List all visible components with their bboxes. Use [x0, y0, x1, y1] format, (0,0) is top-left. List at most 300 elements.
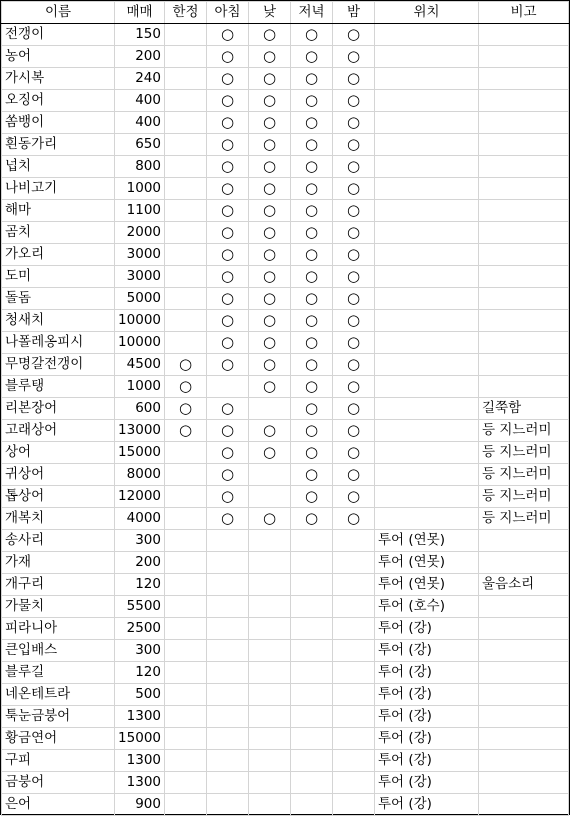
cell-night[interactable]	[333, 530, 375, 552]
cell-morning[interactable]: ○	[207, 244, 249, 266]
cell-night[interactable]	[333, 728, 375, 750]
cell-limited[interactable]	[165, 640, 207, 662]
cell-name[interactable]: 나비고기	[2, 178, 115, 200]
cell-name[interactable]: 금붕어	[2, 772, 115, 794]
cell-name[interactable]: 큰입배스	[2, 640, 115, 662]
cell-evening[interactable]	[291, 772, 333, 794]
cell-night[interactable]: ○	[333, 68, 375, 90]
cell-note[interactable]	[479, 640, 569, 662]
cell-note[interactable]	[479, 112, 569, 134]
cell-price[interactable]: 2500	[115, 618, 165, 640]
cell-morning[interactable]: ○	[207, 134, 249, 156]
cell-evening[interactable]: ○	[291, 376, 333, 398]
cell-limited[interactable]	[165, 244, 207, 266]
cell-price[interactable]: 1300	[115, 750, 165, 772]
cell-name[interactable]: 오징어	[2, 90, 115, 112]
cell-location[interactable]: 투어 (강)	[375, 750, 479, 772]
cell-price[interactable]: 5000	[115, 288, 165, 310]
cell-evening[interactable]	[291, 530, 333, 552]
cell-night[interactable]: ○	[333, 266, 375, 288]
cell-night[interactable]	[333, 662, 375, 684]
cell-evening[interactable]	[291, 794, 333, 816]
cell-price[interactable]: 3000	[115, 266, 165, 288]
cell-day[interactable]: ○	[249, 332, 291, 354]
cell-night[interactable]: ○	[333, 376, 375, 398]
cell-note[interactable]	[479, 68, 569, 90]
cell-price[interactable]: 4500	[115, 354, 165, 376]
cell-day[interactable]: ○	[249, 178, 291, 200]
cell-note[interactable]	[479, 706, 569, 728]
cell-note[interactable]	[479, 354, 569, 376]
cell-day[interactable]: ○	[249, 222, 291, 244]
cell-price[interactable]: 600	[115, 398, 165, 420]
cell-day[interactable]: ○	[249, 442, 291, 464]
cell-name[interactable]: 무명갈전갱이	[2, 354, 115, 376]
cell-limited[interactable]	[165, 90, 207, 112]
cell-limited[interactable]	[165, 310, 207, 332]
cell-day[interactable]: ○	[249, 90, 291, 112]
cell-evening[interactable]: ○	[291, 222, 333, 244]
cell-day[interactable]: ○	[249, 24, 291, 46]
cell-morning[interactable]: ○	[207, 354, 249, 376]
cell-location[interactable]: 투어 (연못)	[375, 552, 479, 574]
cell-night[interactable]: ○	[333, 178, 375, 200]
cell-name[interactable]: 해마	[2, 200, 115, 222]
cell-name[interactable]: 상어	[2, 442, 115, 464]
cell-note[interactable]: 등 지느러미	[479, 464, 569, 486]
cell-morning[interactable]: ○	[207, 24, 249, 46]
cell-night[interactable]: ○	[333, 90, 375, 112]
cell-day[interactable]: ○	[249, 200, 291, 222]
cell-evening[interactable]: ○	[291, 420, 333, 442]
cell-morning[interactable]	[207, 530, 249, 552]
cell-morning[interactable]	[207, 706, 249, 728]
cell-evening[interactable]: ○	[291, 178, 333, 200]
cell-day[interactable]	[249, 530, 291, 552]
cell-morning[interactable]: ○	[207, 178, 249, 200]
cell-evening[interactable]: ○	[291, 200, 333, 222]
cell-day[interactable]	[249, 486, 291, 508]
cell-night[interactable]: ○	[333, 420, 375, 442]
cell-night[interactable]: ○	[333, 24, 375, 46]
cell-evening[interactable]: ○	[291, 354, 333, 376]
cell-day[interactable]	[249, 640, 291, 662]
cell-price[interactable]: 400	[115, 112, 165, 134]
cell-evening[interactable]: ○	[291, 508, 333, 530]
cell-note[interactable]	[479, 134, 569, 156]
cell-limited[interactable]	[165, 706, 207, 728]
cell-day[interactable]	[249, 398, 291, 420]
cell-limited[interactable]	[165, 178, 207, 200]
cell-note[interactable]	[479, 596, 569, 618]
cell-note[interactable]	[479, 156, 569, 178]
header-evening[interactable]: 저녁	[291, 2, 333, 24]
cell-night[interactable]: ○	[333, 244, 375, 266]
cell-note[interactable]	[479, 530, 569, 552]
cell-name[interactable]: 황금연어	[2, 728, 115, 750]
cell-location[interactable]	[375, 266, 479, 288]
cell-location[interactable]	[375, 222, 479, 244]
cell-limited[interactable]	[165, 552, 207, 574]
cell-name[interactable]: 구피	[2, 750, 115, 772]
cell-note[interactable]	[479, 24, 569, 46]
cell-location[interactable]	[375, 112, 479, 134]
cell-name[interactable]: 송사리	[2, 530, 115, 552]
cell-name[interactable]: 가재	[2, 552, 115, 574]
cell-price[interactable]: 300	[115, 640, 165, 662]
cell-note[interactable]	[479, 728, 569, 750]
cell-location[interactable]	[375, 332, 479, 354]
cell-note[interactable]	[479, 46, 569, 68]
cell-day[interactable]	[249, 794, 291, 816]
cell-day[interactable]: ○	[249, 156, 291, 178]
cell-day[interactable]	[249, 684, 291, 706]
cell-day[interactable]	[249, 750, 291, 772]
cell-day[interactable]	[249, 596, 291, 618]
cell-evening[interactable]: ○	[291, 464, 333, 486]
cell-morning[interactable]: ○	[207, 288, 249, 310]
cell-location[interactable]	[375, 46, 479, 68]
cell-evening[interactable]	[291, 574, 333, 596]
cell-name[interactable]: 넙치	[2, 156, 115, 178]
cell-night[interactable]	[333, 618, 375, 640]
cell-morning[interactable]	[207, 552, 249, 574]
cell-evening[interactable]: ○	[291, 134, 333, 156]
cell-evening[interactable]: ○	[291, 266, 333, 288]
cell-morning[interactable]: ○	[207, 508, 249, 530]
cell-night[interactable]: ○	[333, 354, 375, 376]
cell-limited[interactable]	[165, 596, 207, 618]
cell-location[interactable]	[375, 68, 479, 90]
cell-note[interactable]	[479, 222, 569, 244]
header-day[interactable]: 낮	[249, 2, 291, 24]
cell-morning[interactable]	[207, 728, 249, 750]
cell-note[interactable]	[479, 266, 569, 288]
cell-day[interactable]	[249, 552, 291, 574]
cell-price[interactable]: 10000	[115, 332, 165, 354]
cell-note[interactable]: 울음소리	[479, 574, 569, 596]
cell-limited[interactable]	[165, 442, 207, 464]
cell-name[interactable]: 가시복	[2, 68, 115, 90]
cell-evening[interactable]	[291, 618, 333, 640]
cell-morning[interactable]: ○	[207, 46, 249, 68]
cell-limited[interactable]	[165, 530, 207, 552]
cell-price[interactable]: 400	[115, 90, 165, 112]
cell-limited[interactable]	[165, 772, 207, 794]
cell-morning[interactable]: ○	[207, 222, 249, 244]
cell-day[interactable]: ○	[249, 376, 291, 398]
cell-location[interactable]	[375, 90, 479, 112]
cell-name[interactable]: 개복치	[2, 508, 115, 530]
cell-evening[interactable]	[291, 662, 333, 684]
cell-morning[interactable]: ○	[207, 200, 249, 222]
cell-morning[interactable]	[207, 640, 249, 662]
cell-location[interactable]	[375, 178, 479, 200]
cell-price[interactable]: 4000	[115, 508, 165, 530]
cell-note[interactable]	[479, 684, 569, 706]
cell-price[interactable]: 2000	[115, 222, 165, 244]
cell-morning[interactable]: ○	[207, 398, 249, 420]
cell-note[interactable]	[479, 244, 569, 266]
cell-note[interactable]	[479, 750, 569, 772]
header-location[interactable]: 위치	[375, 2, 479, 24]
cell-note[interactable]: 등 지느러미	[479, 442, 569, 464]
cell-day[interactable]: ○	[249, 266, 291, 288]
cell-night[interactable]: ○	[333, 442, 375, 464]
cell-note[interactable]	[479, 662, 569, 684]
cell-location[interactable]	[375, 420, 479, 442]
header-price[interactable]: 매매	[115, 2, 165, 24]
cell-day[interactable]: ○	[249, 46, 291, 68]
header-note[interactable]: 비고	[479, 2, 569, 24]
cell-name[interactable]: 나폴레옹피시	[2, 332, 115, 354]
cell-price[interactable]: 1000	[115, 178, 165, 200]
cell-name[interactable]: 블루탱	[2, 376, 115, 398]
cell-day[interactable]	[249, 618, 291, 640]
cell-evening[interactable]	[291, 728, 333, 750]
cell-night[interactable]: ○	[333, 112, 375, 134]
cell-limited[interactable]: ○	[165, 420, 207, 442]
cell-name[interactable]: 리본장어	[2, 398, 115, 420]
cell-limited[interactable]	[165, 112, 207, 134]
cell-name[interactable]: 도미	[2, 266, 115, 288]
cell-evening[interactable]: ○	[291, 398, 333, 420]
cell-day[interactable]	[249, 574, 291, 596]
cell-note[interactable]: 등 지느러미	[479, 508, 569, 530]
cell-price[interactable]: 120	[115, 662, 165, 684]
cell-morning[interactable]: ○	[207, 486, 249, 508]
cell-limited[interactable]	[165, 266, 207, 288]
cell-location[interactable]: 투어 (호수)	[375, 596, 479, 618]
cell-limited[interactable]	[165, 134, 207, 156]
cell-evening[interactable]: ○	[291, 68, 333, 90]
cell-morning[interactable]: ○	[207, 420, 249, 442]
cell-day[interactable]	[249, 706, 291, 728]
cell-note[interactable]	[479, 552, 569, 574]
cell-limited[interactable]	[165, 200, 207, 222]
cell-day[interactable]: ○	[249, 112, 291, 134]
header-night[interactable]: 밤	[333, 2, 375, 24]
cell-day[interactable]: ○	[249, 354, 291, 376]
cell-morning[interactable]: ○	[207, 112, 249, 134]
cell-location[interactable]: 투어 (연못)	[375, 530, 479, 552]
cell-limited[interactable]	[165, 24, 207, 46]
cell-day[interactable]: ○	[249, 310, 291, 332]
cell-location[interactable]: 투어 (강)	[375, 706, 479, 728]
cell-evening[interactable]: ○	[291, 288, 333, 310]
cell-location[interactable]: 투어 (강)	[375, 618, 479, 640]
cell-evening[interactable]: ○	[291, 46, 333, 68]
cell-night[interactable]: ○	[333, 288, 375, 310]
cell-night[interactable]: ○	[333, 310, 375, 332]
cell-name[interactable]: 톱상어	[2, 486, 115, 508]
cell-night[interactable]: ○	[333, 486, 375, 508]
cell-day[interactable]	[249, 464, 291, 486]
cell-note[interactable]: 등 지느러미	[479, 420, 569, 442]
cell-location[interactable]	[375, 486, 479, 508]
cell-morning[interactable]	[207, 750, 249, 772]
cell-day[interactable]: ○	[249, 508, 291, 530]
cell-morning[interactable]	[207, 596, 249, 618]
cell-location[interactable]	[375, 244, 479, 266]
cell-morning[interactable]: ○	[207, 68, 249, 90]
cell-day[interactable]	[249, 772, 291, 794]
cell-location[interactable]: 투어 (강)	[375, 728, 479, 750]
cell-price[interactable]: 1300	[115, 706, 165, 728]
cell-name[interactable]: 개구리	[2, 574, 115, 596]
header-morning[interactable]: 아침	[207, 2, 249, 24]
cell-morning[interactable]: ○	[207, 310, 249, 332]
cell-morning[interactable]: ○	[207, 90, 249, 112]
cell-night[interactable]	[333, 552, 375, 574]
cell-name[interactable]: 농어	[2, 46, 115, 68]
cell-limited[interactable]	[165, 332, 207, 354]
cell-name[interactable]: 귀상어	[2, 464, 115, 486]
cell-price[interactable]: 240	[115, 68, 165, 90]
cell-night[interactable]	[333, 772, 375, 794]
cell-price[interactable]: 3000	[115, 244, 165, 266]
cell-night[interactable]: ○	[333, 464, 375, 486]
cell-night[interactable]: ○	[333, 332, 375, 354]
cell-evening[interactable]: ○	[291, 442, 333, 464]
header-limited[interactable]: 한정	[165, 2, 207, 24]
cell-limited[interactable]	[165, 618, 207, 640]
cell-evening[interactable]	[291, 596, 333, 618]
cell-morning[interactable]: ○	[207, 266, 249, 288]
cell-limited[interactable]	[165, 46, 207, 68]
cell-price[interactable]: 1300	[115, 772, 165, 794]
cell-location[interactable]	[375, 24, 479, 46]
cell-price[interactable]: 900	[115, 794, 165, 816]
cell-night[interactable]: ○	[333, 200, 375, 222]
cell-evening[interactable]: ○	[291, 112, 333, 134]
cell-evening[interactable]: ○	[291, 156, 333, 178]
cell-name[interactable]: 전갱이	[2, 24, 115, 46]
cell-name[interactable]: 블루길	[2, 662, 115, 684]
cell-location[interactable]: 투어 (연못)	[375, 574, 479, 596]
cell-price[interactable]: 10000	[115, 310, 165, 332]
cell-price[interactable]: 800	[115, 156, 165, 178]
cell-location[interactable]	[375, 156, 479, 178]
cell-morning[interactable]: ○	[207, 442, 249, 464]
cell-name[interactable]: 네온테트라	[2, 684, 115, 706]
cell-night[interactable]	[333, 706, 375, 728]
cell-evening[interactable]: ○	[291, 24, 333, 46]
cell-note[interactable]	[479, 310, 569, 332]
cell-evening[interactable]: ○	[291, 332, 333, 354]
cell-morning[interactable]	[207, 618, 249, 640]
cell-limited[interactable]: ○	[165, 354, 207, 376]
cell-morning[interactable]	[207, 684, 249, 706]
cell-location[interactable]: 투어 (강)	[375, 794, 479, 816]
cell-price[interactable]: 1000	[115, 376, 165, 398]
cell-morning[interactable]	[207, 772, 249, 794]
cell-night[interactable]: ○	[333, 156, 375, 178]
cell-evening[interactable]: ○	[291, 90, 333, 112]
cell-day[interactable]: ○	[249, 68, 291, 90]
cell-note[interactable]	[479, 90, 569, 112]
cell-note[interactable]	[479, 772, 569, 794]
cell-note[interactable]	[479, 618, 569, 640]
cell-limited[interactable]	[165, 156, 207, 178]
cell-note[interactable]	[479, 200, 569, 222]
cell-name[interactable]: 가물치	[2, 596, 115, 618]
cell-limited[interactable]	[165, 68, 207, 90]
cell-evening[interactable]: ○	[291, 310, 333, 332]
cell-location[interactable]	[375, 200, 479, 222]
cell-day[interactable]: ○	[249, 288, 291, 310]
cell-price[interactable]: 200	[115, 552, 165, 574]
cell-night[interactable]	[333, 794, 375, 816]
cell-evening[interactable]: ○	[291, 244, 333, 266]
cell-location[interactable]	[375, 464, 479, 486]
cell-name[interactable]: 돌돔	[2, 288, 115, 310]
cell-evening[interactable]	[291, 750, 333, 772]
cell-price[interactable]: 15000	[115, 728, 165, 750]
cell-morning[interactable]	[207, 794, 249, 816]
cell-evening[interactable]	[291, 706, 333, 728]
cell-night[interactable]: ○	[333, 222, 375, 244]
cell-day[interactable]: ○	[249, 134, 291, 156]
cell-price[interactable]: 13000	[115, 420, 165, 442]
cell-name[interactable]: 은어	[2, 794, 115, 816]
cell-limited[interactable]: ○	[165, 398, 207, 420]
cell-limited[interactable]	[165, 794, 207, 816]
cell-name[interactable]: 피라니아	[2, 618, 115, 640]
cell-note[interactable]: 등 지느러미	[479, 486, 569, 508]
cell-limited[interactable]	[165, 222, 207, 244]
cell-name[interactable]: 가오리	[2, 244, 115, 266]
cell-morning[interactable]: ○	[207, 332, 249, 354]
cell-day[interactable]	[249, 662, 291, 684]
cell-limited[interactable]: ○	[165, 376, 207, 398]
cell-price[interactable]: 12000	[115, 486, 165, 508]
cell-location[interactable]	[375, 376, 479, 398]
cell-night[interactable]	[333, 574, 375, 596]
cell-limited[interactable]	[165, 508, 207, 530]
cell-location[interactable]	[375, 398, 479, 420]
cell-location[interactable]	[375, 134, 479, 156]
cell-note[interactable]	[479, 178, 569, 200]
cell-evening[interactable]	[291, 640, 333, 662]
cell-note[interactable]: 길쭉함	[479, 398, 569, 420]
cell-night[interactable]	[333, 596, 375, 618]
header-name[interactable]: 이름	[2, 2, 115, 24]
cell-night[interactable]: ○	[333, 134, 375, 156]
cell-name[interactable]: 곰치	[2, 222, 115, 244]
cell-location[interactable]: 투어 (강)	[375, 684, 479, 706]
cell-location[interactable]: 투어 (강)	[375, 772, 479, 794]
cell-morning[interactable]: ○	[207, 156, 249, 178]
cell-limited[interactable]	[165, 486, 207, 508]
cell-limited[interactable]	[165, 684, 207, 706]
cell-location[interactable]	[375, 310, 479, 332]
cell-name[interactable]: 고래상어	[2, 420, 115, 442]
cell-evening[interactable]	[291, 684, 333, 706]
cell-price[interactable]: 120	[115, 574, 165, 596]
cell-name[interactable]: 툭눈금붕어	[2, 706, 115, 728]
cell-price[interactable]: 15000	[115, 442, 165, 464]
cell-note[interactable]	[479, 288, 569, 310]
cell-limited[interactable]	[165, 750, 207, 772]
cell-price[interactable]: 150	[115, 24, 165, 46]
cell-night[interactable]	[333, 684, 375, 706]
cell-location[interactable]	[375, 288, 479, 310]
cell-day[interactable]: ○	[249, 420, 291, 442]
cell-price[interactable]: 1100	[115, 200, 165, 222]
cell-note[interactable]	[479, 376, 569, 398]
cell-night[interactable]: ○	[333, 46, 375, 68]
